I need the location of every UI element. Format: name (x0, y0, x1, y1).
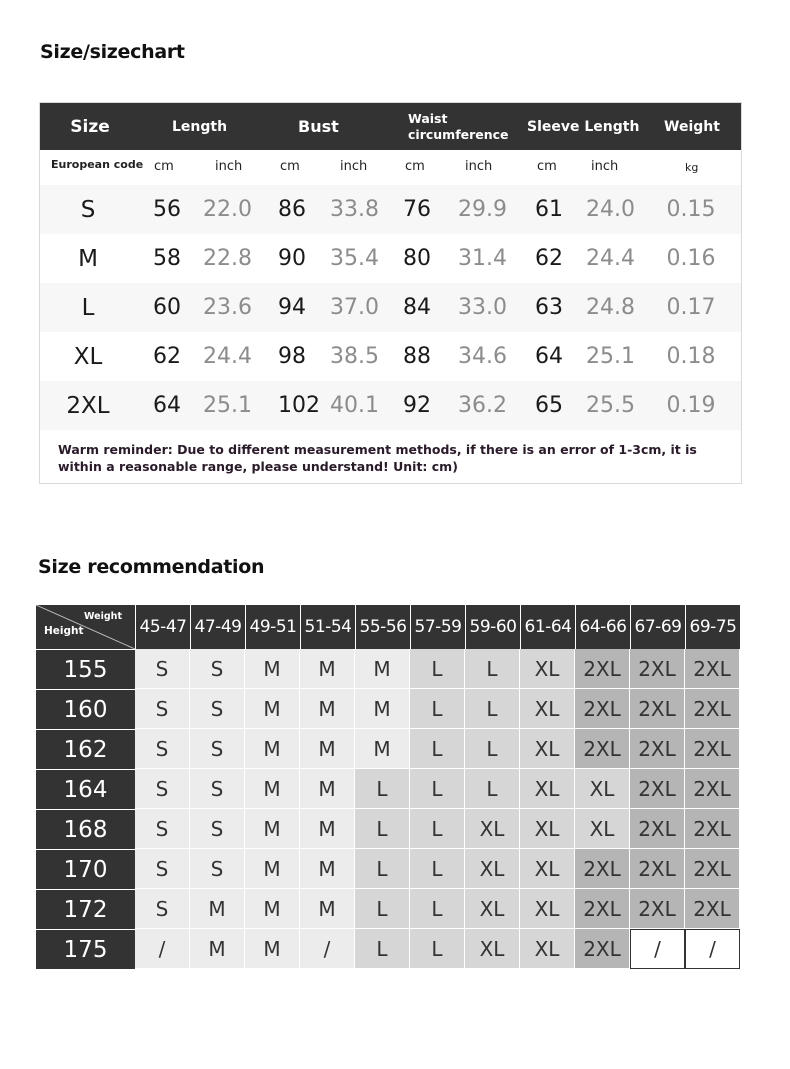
size-row (40, 234, 741, 283)
size-recommendation-cell: L (410, 689, 465, 729)
size-recommendation-cell: 2XL (575, 849, 630, 889)
header-bust: Bust (298, 117, 339, 136)
weight-range-header: 55-56 (356, 605, 410, 649)
size-recommendation-cell: S (135, 889, 190, 929)
waist-in-cell: 34.6 (458, 344, 507, 369)
height-header: 175 (36, 930, 135, 969)
size-recommendation-cell: M (300, 849, 355, 889)
weight-kg-cell: 0.17 (666, 295, 716, 320)
size-recommendation-cell: 2XL (630, 769, 685, 809)
size-recommendation-cell: L (410, 889, 465, 929)
size-recommendation-cell: M (245, 769, 300, 809)
size-recommendation-cell: / (135, 929, 190, 969)
size-recommendation-cell: S (135, 849, 190, 889)
weight-range-header: 61-64 (521, 605, 575, 649)
sleeve-in-cell: 25.1 (586, 344, 635, 369)
size-recommendation-cell: 2XL (685, 649, 740, 689)
size-recommendation-cell: 2XL (630, 649, 685, 689)
bust-cm-cell: 94 (278, 295, 306, 320)
length-in-cell: 22.8 (203, 246, 252, 271)
size-recommendation-cell: XL (520, 769, 575, 809)
bust-in-cell: 38.5 (330, 344, 379, 369)
size-recommendation-grid (36, 605, 746, 977)
size-recommendation-cell: 2XL (575, 649, 630, 689)
size-recommendation-cell: XL (520, 649, 575, 689)
size-recommendation-cell: S (135, 729, 190, 769)
sleeve-in-cell: 24.0 (586, 197, 635, 222)
size-recommendation-cell: L (410, 729, 465, 769)
length-cm-cell: 60 (153, 295, 181, 320)
size-recommendation-cell: XL (465, 809, 520, 849)
unit-waist-inch: inch (465, 159, 493, 174)
size-chart-unit-row (40, 150, 741, 185)
size-recommendation-cell: 2XL (575, 689, 630, 729)
weight-kg-cell: 0.19 (666, 393, 716, 418)
weight-kg-cell: 0.18 (666, 344, 716, 369)
weight-range-header: 47-49 (191, 605, 245, 649)
size-recommendation-cell: 2XL (630, 689, 685, 729)
header-length: Length (172, 118, 228, 135)
weight-range-header: 49-51 (246, 605, 300, 649)
size-recommendation-cell: XL (520, 689, 575, 729)
bust-in-cell: 40.1 (330, 393, 379, 418)
length-cm-cell: 58 (153, 246, 181, 271)
size-recommendation-cell: 2XL (685, 809, 740, 849)
size-recommendation-cell: XL (465, 929, 520, 969)
size-recommendation-cell: 2XL (630, 729, 685, 769)
weight-range-header: 57-59 (411, 605, 465, 649)
size-recommendation-cell: XL (520, 729, 575, 769)
size-recommendation-cell: XL (520, 849, 575, 889)
bust-cm-cell: 90 (278, 246, 306, 271)
size-recommendation-cell: 2XL (575, 929, 630, 969)
size-recommendation-cell: M (300, 649, 355, 689)
bust-in-cell: 33.8 (330, 197, 379, 222)
weight-kg-cell: 0.16 (666, 246, 716, 271)
waist-cm-cell: 88 (403, 344, 431, 369)
sleeve-in-cell: 24.4 (586, 246, 635, 271)
size-recommendation-title: Size recommendation (38, 556, 265, 578)
corner-weight-label: Weight (84, 611, 122, 622)
size-row (40, 283, 741, 332)
height-header: 170 (36, 850, 135, 889)
size-recommendation-cell: 2XL (685, 889, 740, 929)
length-cm-cell: 56 (153, 197, 181, 222)
waist-cm-cell: 80 (403, 246, 431, 271)
unit-waist-cm: cm (405, 159, 425, 174)
waist-in-cell: 29.9 (458, 197, 507, 222)
sleeve-cm-cell: 62 (535, 246, 563, 271)
size-recommendation-cell: L (465, 769, 520, 809)
size-recommendation-cell: M (355, 689, 410, 729)
size-recommendation-cell: 2XL (630, 849, 685, 889)
grid-corner-cell (36, 605, 135, 649)
size-recommendation-cell: S (135, 689, 190, 729)
header-waist-line1: Waist (408, 110, 448, 126)
length-in-cell: 22.0 (203, 197, 252, 222)
size-recommendation-cell: M (300, 729, 355, 769)
size-recommendation-cell: 2XL (685, 729, 740, 769)
waist-cm-cell: 92 (403, 393, 431, 418)
size-recommendation-cell: / (630, 929, 685, 969)
size-recommendation-cell: L (355, 769, 410, 809)
unit-length-inch: inch (215, 159, 243, 174)
size-recommendation-cell: / (300, 929, 355, 969)
size-recommendation-cell: M (245, 649, 300, 689)
size-recommendation-cell: XL (575, 769, 630, 809)
corner-height-label: Height (44, 625, 84, 637)
size-recommendation-cell: M (245, 929, 300, 969)
bust-cm-cell: 102 (278, 393, 320, 418)
height-header: 172 (36, 890, 135, 929)
size-recommendation-cell: 2XL (630, 889, 685, 929)
waist-in-cell: 31.4 (458, 246, 507, 271)
weight-kg-cell: 0.15 (666, 197, 716, 222)
size-chart-header-row (40, 103, 741, 150)
size-cell: S (80, 196, 96, 223)
size-recommendation-cell: M (190, 889, 245, 929)
waist-cm-cell: 76 (403, 197, 431, 222)
size-recommendation-cell: XL (465, 849, 520, 889)
size-recommendation-cell: L (355, 849, 410, 889)
size-recommendation-cell: XL (520, 889, 575, 929)
bust-in-cell: 37.0 (330, 295, 379, 320)
sleeve-cm-cell: 65 (535, 393, 563, 418)
size-chart-title: Size/sizechart (40, 41, 185, 63)
size-recommendation-cell: 2XL (685, 689, 740, 729)
weight-range-header: 69-75 (686, 605, 740, 649)
size-recommendation-cell: S (190, 849, 245, 889)
length-in-cell: 23.6 (203, 295, 252, 320)
size-recommendation-cell: XL (465, 889, 520, 929)
size-row (40, 185, 741, 234)
sleeve-in-cell: 24.8 (586, 295, 635, 320)
size-recommendation-cell: S (190, 689, 245, 729)
unit-sleeve-inch: inch (591, 159, 619, 174)
size-recommendation-cell: L (465, 689, 520, 729)
unit-european-code: European code (51, 158, 144, 171)
size-recommendation-cell: M (355, 649, 410, 689)
size-recommendation-cell: M (245, 889, 300, 929)
height-header: 168 (36, 810, 135, 849)
weight-range-header: 51-54 (301, 605, 355, 649)
size-chart-table (39, 102, 742, 484)
size-recommendation-cell: M (300, 689, 355, 729)
waist-in-cell: 36.2 (458, 393, 507, 418)
size-recommendation-cell: XL (520, 809, 575, 849)
size-row (40, 332, 741, 381)
size-cell: XL (73, 343, 103, 370)
height-header: 162 (36, 730, 135, 769)
sleeve-in-cell: 25.5 (586, 393, 635, 418)
measurement-note: Warm reminder: Due to different measurement methods, if there is an error of 1-3cm, it is within a reasonable range, please understand! Unit: cm) (58, 442, 697, 474)
size-cell: M (78, 245, 98, 272)
unit-sleeve-cm: cm (537, 159, 557, 174)
waist-in-cell: 33.0 (458, 295, 507, 320)
header-size: Size (70, 116, 110, 137)
size-recommendation-cell: 2XL (575, 889, 630, 929)
size-cell: L (81, 294, 95, 321)
size-recommendation-cell: L (465, 729, 520, 769)
size-recommendation-cell: S (190, 649, 245, 689)
weight-range-header: 64-66 (576, 605, 630, 649)
size-recommendation-cell: L (410, 929, 465, 969)
size-recommendation-cell: L (355, 929, 410, 969)
size-recommendation-cell: M (300, 809, 355, 849)
header-waist (408, 103, 509, 150)
size-recommendation-cell: L (355, 809, 410, 849)
size-recommendation-cell: S (135, 809, 190, 849)
length-cm-cell: 64 (153, 393, 181, 418)
size-recommendation-cell: M (190, 929, 245, 969)
size-recommendation-cell: S (135, 769, 190, 809)
size-recommendation-cell: L (410, 849, 465, 889)
size-recommendation-cell: M (245, 729, 300, 769)
size-recommendation-cell: M (355, 729, 410, 769)
length-cm-cell: 62 (153, 344, 181, 369)
size-recommendation-cell: 2XL (575, 729, 630, 769)
size-recommendation-cell: L (410, 809, 465, 849)
size-recommendation-cell: L (410, 649, 465, 689)
size-recommendation-cell: 2XL (685, 849, 740, 889)
sleeve-cm-cell: 61 (535, 197, 563, 222)
size-recommendation-cell: 2XL (685, 769, 740, 809)
header-waist-line2: circumference (408, 126, 509, 142)
size-recommendation-cell: XL (520, 929, 575, 969)
bust-cm-cell: 98 (278, 344, 306, 369)
size-recommendation-cell: S (135, 649, 190, 689)
size-recommendation-cell: / (685, 929, 740, 969)
size-recommendation-cell: M (300, 889, 355, 929)
header-sleeve-length: Sleeve Length (527, 118, 640, 135)
weight-range-header: 45-47 (136, 605, 190, 649)
bust-in-cell: 35.4 (330, 246, 379, 271)
header-weight: Weight (664, 118, 720, 135)
weight-range-header: 67-69 (631, 605, 685, 649)
height-header: 155 (36, 650, 135, 689)
unit-length-cm: cm (154, 159, 174, 174)
length-in-cell: 24.4 (203, 344, 252, 369)
unit-weight-kg: kg (685, 161, 699, 174)
size-recommendation-cell: M (245, 689, 300, 729)
length-in-cell: 25.1 (203, 393, 252, 418)
size-recommendation-cell: 2XL (630, 809, 685, 849)
size-recommendation-cell: M (245, 809, 300, 849)
size-recommendation-cell: XL (575, 809, 630, 849)
unit-bust-inch: inch (340, 159, 368, 174)
size-recommendation-cell: S (190, 809, 245, 849)
height-header: 160 (36, 690, 135, 729)
unit-bust-cm: cm (280, 159, 300, 174)
sleeve-cm-cell: 64 (535, 344, 563, 369)
weight-range-header: 59-60 (466, 605, 520, 649)
size-recommendation-cell: S (190, 729, 245, 769)
size-cell: 2XL (66, 392, 110, 419)
waist-cm-cell: 84 (403, 295, 431, 320)
bust-cm-cell: 86 (278, 197, 306, 222)
sleeve-cm-cell: 63 (535, 295, 563, 320)
size-row (40, 381, 741, 430)
size-recommendation-cell: M (245, 849, 300, 889)
size-recommendation-cell: L (410, 769, 465, 809)
height-header: 164 (36, 770, 135, 809)
size-recommendation-cell: L (465, 649, 520, 689)
size-recommendation-cell: L (355, 889, 410, 929)
size-recommendation-cell: S (190, 769, 245, 809)
size-recommendation-cell: M (300, 769, 355, 809)
